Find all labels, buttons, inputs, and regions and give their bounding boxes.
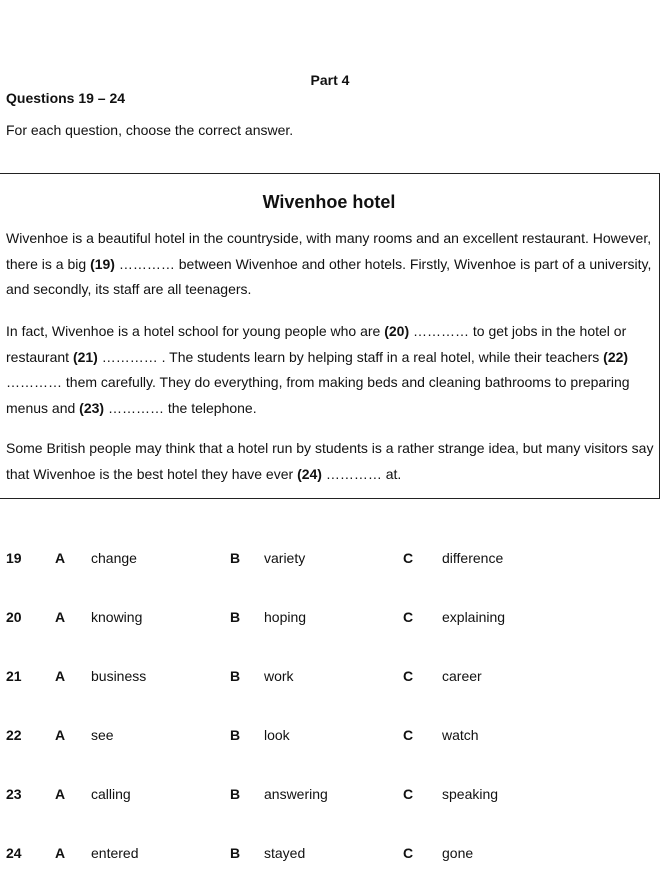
- option-a-text: calling: [91, 786, 131, 802]
- passage-title: Wivenhoe hotel: [262, 192, 396, 212]
- option-a-text: change: [91, 550, 137, 566]
- option-c-text: career: [442, 668, 482, 684]
- option-b-label: B: [230, 550, 241, 566]
- passage-paragraph-1: [6, 226, 658, 303]
- question-row-23: [0, 772, 670, 831]
- option-b-text: look: [264, 727, 290, 743]
- answer-options: [0, 536, 670, 890]
- option-b-text: hoping: [264, 609, 307, 625]
- option-a-label: A: [55, 786, 66, 802]
- questions-heading: Questions 19 – 24: [6, 90, 126, 106]
- option-a-label: A: [55, 609, 66, 625]
- option-c-label: C: [403, 668, 414, 684]
- option-a-label: A: [55, 668, 66, 684]
- question-row-21: [0, 654, 670, 713]
- question-number: 21: [6, 668, 22, 684]
- option-b-label: B: [230, 668, 241, 684]
- option-b-text: stayed: [264, 845, 306, 861]
- option-c-text: watch: [442, 727, 479, 743]
- option-c-label: C: [403, 727, 414, 743]
- option-c-text: explaining: [442, 609, 506, 625]
- option-a-label: A: [55, 845, 66, 861]
- option-b-text: work: [264, 668, 294, 684]
- passage-text: ………… to get jobs in the hotel or restaurant: [6, 323, 627, 365]
- option-a-text: knowing: [91, 609, 143, 625]
- option-b-text: variety: [264, 550, 306, 566]
- option-c-text: difference: [442, 550, 504, 566]
- passage-text: ………… at.: [321, 465, 402, 482]
- option-a-label: A: [55, 550, 66, 566]
- question-number: 19: [6, 550, 22, 566]
- question-row-19: [0, 536, 670, 595]
- option-b-label: B: [230, 609, 241, 625]
- option-a-label: A: [55, 727, 66, 743]
- option-c-text: speaking: [442, 786, 499, 802]
- option-c-text: gone: [442, 845, 474, 861]
- option-c-label: C: [403, 845, 414, 861]
- passage-text: ………… between Wivenhoe and other hotels. Firstly, Wivenhoe is part of a university, and secondly, its staff are all teenagers.: [6, 255, 652, 298]
- option-a-text: see: [91, 727, 114, 743]
- option-b-label: B: [230, 786, 241, 802]
- passage-text: ………… the telephone.: [104, 399, 257, 416]
- passage-paragraph-3: [6, 436, 658, 487]
- question-row-24: [0, 831, 670, 890]
- question-number: 24: [6, 845, 22, 861]
- option-b-text: answering: [264, 786, 328, 802]
- option-a-text: business: [91, 668, 147, 684]
- gap-23-marker: (23): [79, 399, 105, 416]
- passage-text: Some British people may think that a hotel run by students is a rather strange idea, but many visitors say that Wivenhoe is the best hotel they have ever: [6, 440, 654, 482]
- gap-22-marker: (22): [603, 348, 629, 365]
- gap-19-marker: (19): [90, 255, 115, 272]
- instruction-text: For each question, choose the correct answer.: [6, 122, 294, 138]
- passage-paragraph-2: [6, 319, 658, 421]
- option-c-label: C: [403, 786, 414, 802]
- passage-text: In fact, Wivenhoe is a hotel school for young people who are: [6, 323, 385, 339]
- passage-text: Wivenhoe is a beautiful hotel in the countryside, with many rooms and an excellent restaurant. However, there is a big: [6, 230, 652, 272]
- question-row-22: [0, 713, 670, 772]
- gap-24-marker: (24): [297, 465, 322, 482]
- part-title: Part 4: [310, 72, 350, 88]
- option-c-label: C: [403, 609, 414, 625]
- passage-box: [0, 173, 660, 499]
- question-number: 20: [6, 609, 22, 625]
- option-b-label: B: [230, 845, 241, 861]
- option-a-text: entered: [91, 845, 139, 861]
- option-c-label: C: [403, 550, 414, 566]
- option-b-label: B: [230, 727, 241, 743]
- gap-21-marker: (21): [72, 348, 98, 365]
- gap-20-marker: (20): [384, 323, 410, 339]
- passage-text: ………… them carefully. They do everything, from making beds and cleaning bathrooms to preparing menus and: [6, 374, 630, 416]
- question-number: 22: [6, 727, 22, 743]
- passage-text: ………… . The students learn by helping staff in a real hotel, while their teachers: [97, 348, 604, 365]
- question-number: 23: [6, 786, 22, 802]
- question-row-20: [0, 595, 670, 654]
